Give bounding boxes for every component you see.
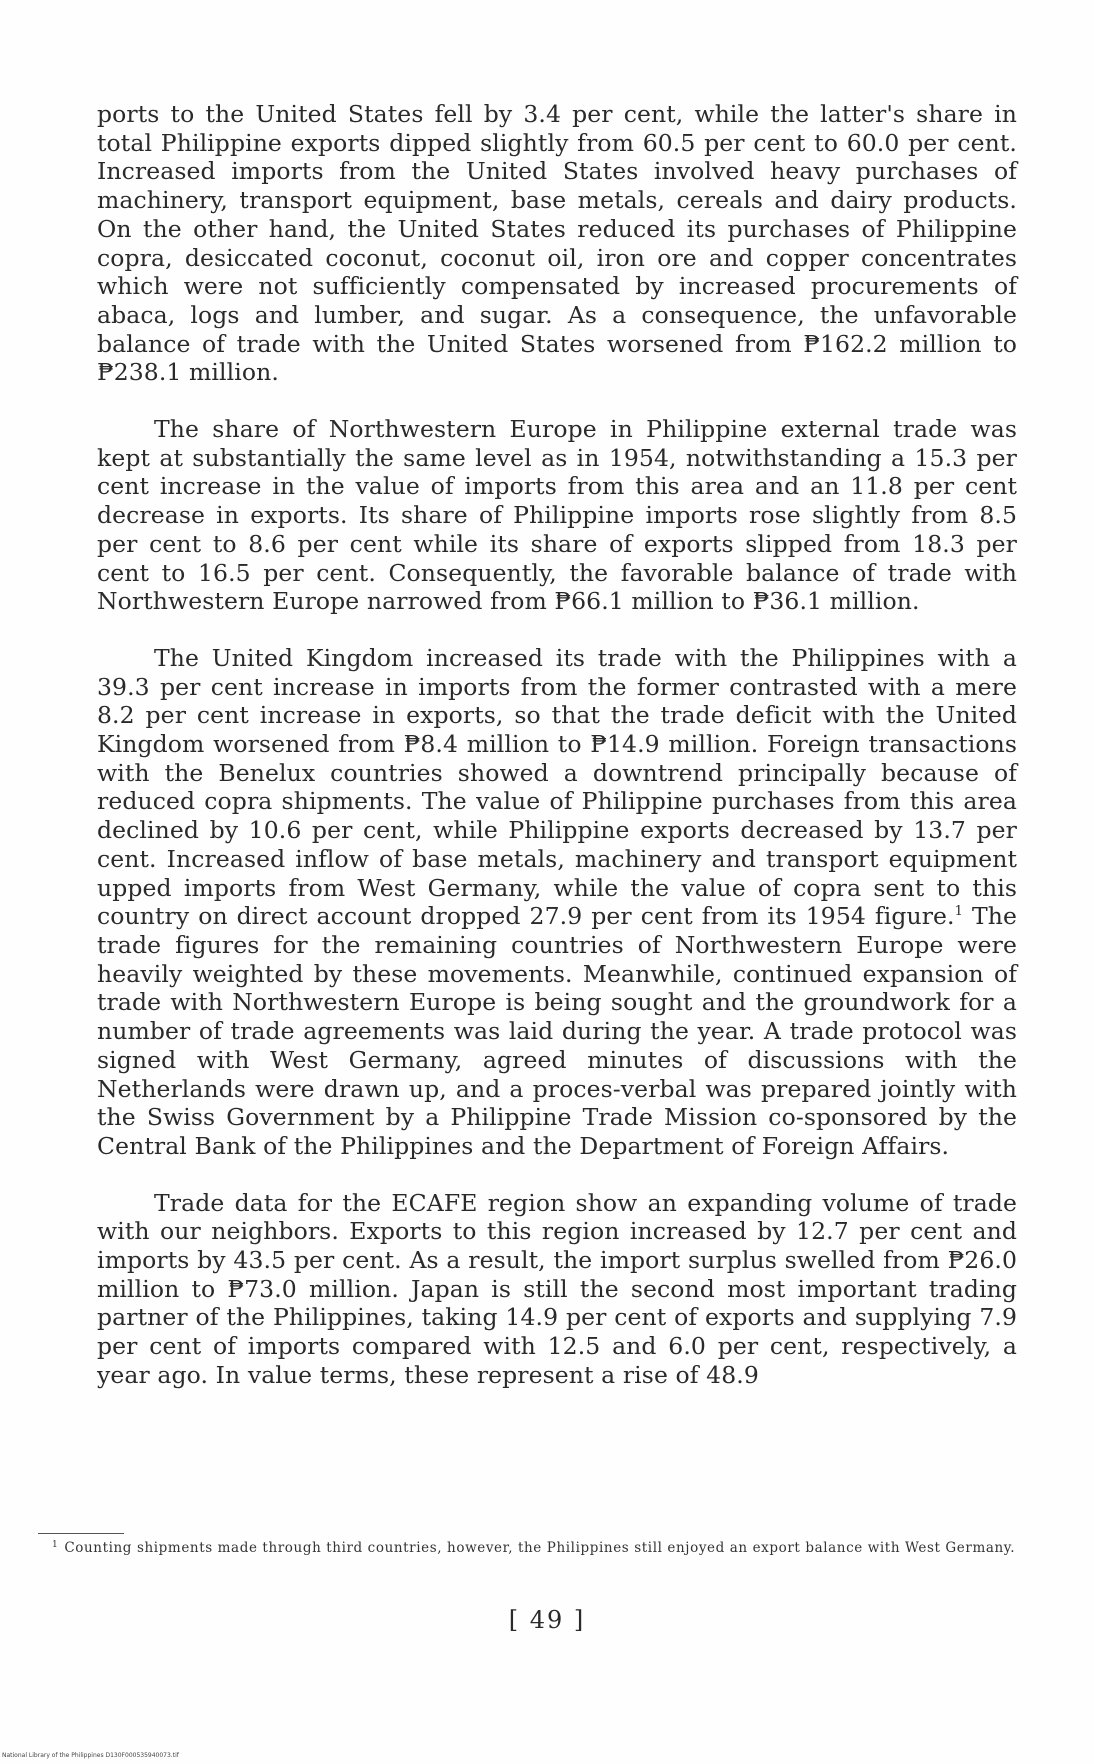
footnote: [52, 1540, 1017, 1556]
paragraph-uk-continuation: The trade figures for the remaining countries of Northwestern Europe were heavily weighted by these movements. Meanwhile, continued expansion of trade with Northwestern Europe is being sought and the groundwork for a number of trade agreements was laid during the year. A trade protocol was signed with West Germany, agreed minutes of discussions with the Netherlands were drawn up, and a proces-verbal was prepared jointly with the Swiss Government by a Philippine Trade Mission co-sponsored by the Central Bank of the Philippines and the Department of Foreign Affairs.: [97, 902, 1017, 1160]
page-number: [ 49 ]: [508, 1606, 586, 1634]
body-text: [97, 100, 1017, 1418]
paragraph-uk-text: The United Kingdom increased its trade with the Philippines with a 39.3 per cent increase in imports from the former contrasted with a mere 8.2 per cent increase in exports, so that the trade deficit with the United Kingdom worsened from ₱8.4 million to ₱14.9 million. Foreign transactions with the Benelux countries showed a downtrend principally because of reduced copra shipments. The value of Philippine purchases from this area declined by 10.6 per cent, while Philippine exports decreased by 13.7 per cent. Increased inflow of base metals, machinery and transport equipment upped imports from West Germany, while the value of copra sent to this country on direct account dropped 27.9 per cent from its 1954 figure.: [97, 643, 1017, 931]
paragraph-us-trade: ports to the United States fell by 3.4 per cent, while the latter's share in total Philippine exports dipped slightly from 60.5 per cent to 60.0 per cent. Increased imports from the United States involved heavy purchases of machinery, transport equipment, base metals, cereals and dairy products. On the other hand, the United States reduced its purchases of Philippine copra, desiccated coconut, coconut oil, iron ore and copper concentrates which were not sufficiently compensated by increased procurements of abaca, logs and lumber, and sugar. As a consequence, the unfavorable balance of trade with the United States worsened from ₱162.2 million to ₱238.1 million.: [97, 100, 1017, 387]
paragraph-united-kingdom: [97, 644, 1017, 1161]
footnote-marker: 1: [52, 1539, 59, 1550]
scan-stamp: National Library of the Philippines D130F000535940073.tif: [2, 1752, 179, 1759]
paragraph-ecafe-region: Trade data for the ECAFE region show an expanding volume of trade with our neighbors. Exports to this region increased by 12.7 per cent and imports by 43.5 per cent. As a result, the import surplus swelled from ₱26.0 million to ₱73.0 million. Japan is still the second most important trading partner of the Philippines, taking 14.9 per cent of exports and supplying 7.9 per cent of imports compared with 12.5 and 6.0 per cent, respectively, a year ago. In value terms, these represent a rise of 48.9: [97, 1188, 1017, 1389]
footnote-text: Counting shipments made through third countries, however, the Philippines still enjoyed an export balance with West Germany.: [64, 1540, 1016, 1556]
footnote-reference: 1: [954, 904, 963, 920]
footnote-divider: [38, 1533, 124, 1534]
paragraph-northwestern-europe: The share of Northwestern Europe in Philippine external trade was kept at substantially the same level as in 1954, notwithstanding a 15.3 per cent increase in the value of imports from this area and an 11.8 per cent decrease in exports. Its share of Philippine imports rose slightly from 8.5 per cent to 8.6 per cent while its share of exports slipped from 18.3 per cent to 16.5 per cent. Consequently, the favorable balance of trade with Northwestern Europe narrowed from ₱66.1 million to ₱36.1 million.: [97, 415, 1017, 616]
